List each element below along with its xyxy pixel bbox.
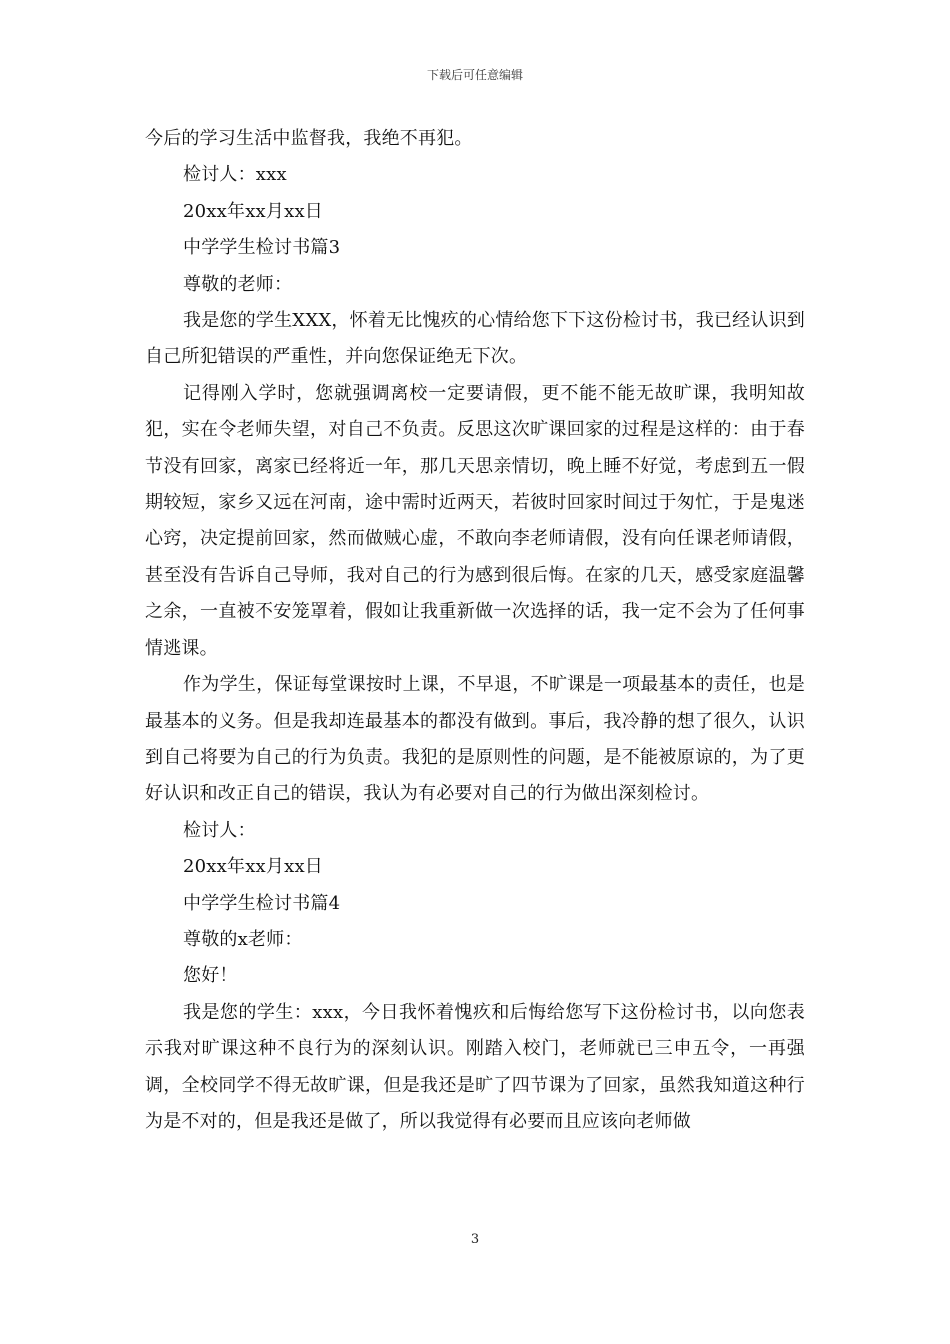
page-number: 3 [470,1232,480,1247]
header-note: 下载后可任意编辑 [426,68,523,82]
section-title: 中学学生检讨书篇4 [183,892,341,914]
date-line: 20xx年xx月xx日 [183,200,324,222]
document-body [145,121,805,1140]
signer-line: 检讨人：xxx [183,164,287,186]
paragraph: 今后的学习生活中监督我，我绝不再犯。 [145,128,473,149]
paragraph: 我是您的学生XXX，怀着无比愧疚的心情给您下下这份检讨书，我已经认识到自己所犯错误的严重性，并向您保证绝无下次。 [145,310,805,368]
date-line: 20xx年xx月xx日 [183,856,324,878]
section-title: 中学学生检讨书篇3 [183,237,341,259]
salutation: 尊敬的x老师： [183,928,303,950]
paragraph: 记得刚入学时，您就强调离校一定要请假，更不能不能无故旷课，我明知故犯，实在令老师失望，对自己不负责。反思这次旷课回家的过程是这样的：由于春节没有回家，离家已经将近一年，那几天思亲情切，晚上睡不好觉，考虑到五一假期较短，家乡又远在河南，途中需时近两天，若彼时回家时间过于匆忙，于是鬼迷心窍，决定提前回家，然而做贼心虚，不敢向李老师请假，没有向任课老师请假，甚至没有告诉自己导师，我对自己的行为感到很后悔。在家的几天，感受家庭温馨之余，一直被不安笼罩着，假如让我重新做一次选择的话，我一定不会为了任何事情逃课。 [145,382,805,659]
signer-line: 检讨人： [183,819,256,841]
paragraph: 我是您的学生：xxx，今日我怀着愧疚和后悔给您写下这份检讨书，以向您表示我对旷课这种不良行为的深刻认识。刚踏入校门，老师就已三申五令，一再强调，全校同学不得无故旷课，但是我还是旷了四节课为了回家，虽然我知道这种行为是不对的，但是我还是做了，所以我觉得有必要而且应该向老师做 [145,1001,805,1132]
salutation: 尊敬的老师： [183,273,293,295]
paragraph: 作为学生，保证每堂课按时上课，不早退，不旷课是一项最基本的责任，也是最基本的义务。但是我却连最基本的都没有做到。事后，我冷静的想了很久，认识到自己将要为自己的行为负责。我犯的是原则性的问题，是不能被原谅的，为了更好认识和改正自己的错误，我认为有必要对自己的行为做出深刻检讨。 [145,674,805,805]
greeting: 您好！ [183,965,238,987]
